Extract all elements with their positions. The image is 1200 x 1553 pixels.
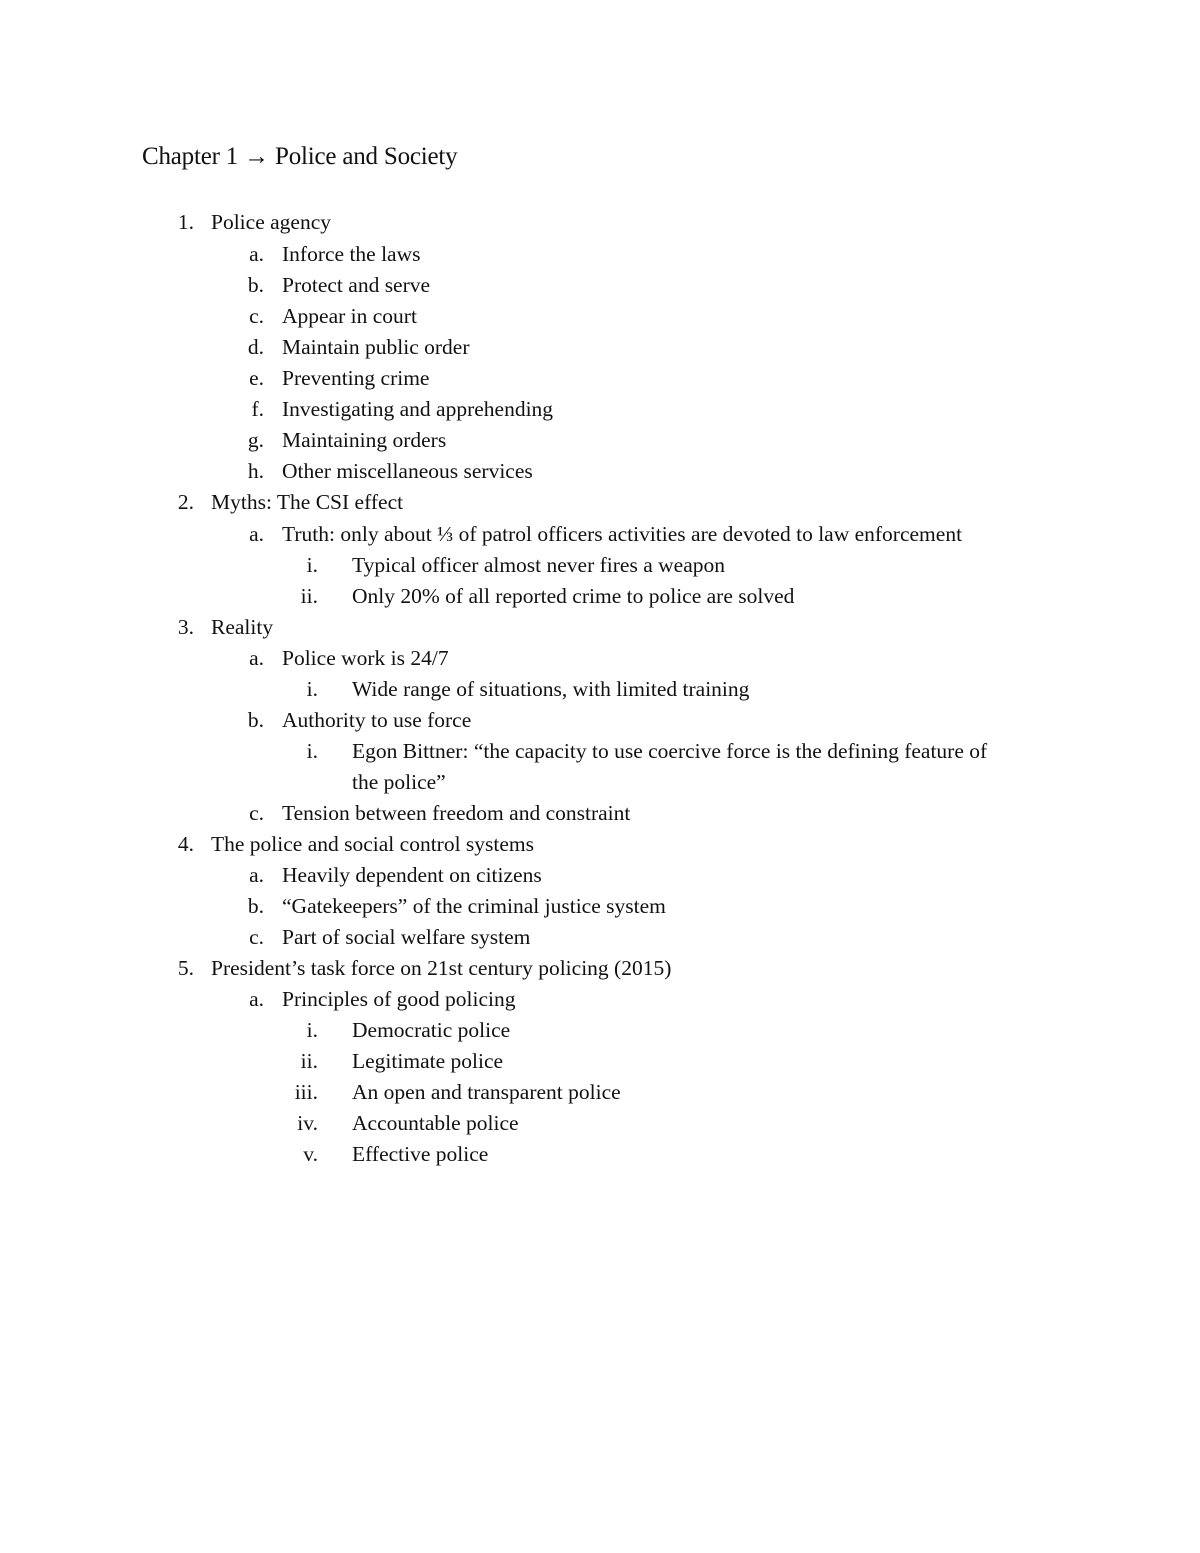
list-item-text: Truth: only about ⅓ of patrol officers activities are devoted to law enforcement <box>282 522 963 546</box>
list-item-text: Typical officer almost never fires a weapon <box>352 553 725 577</box>
list-marker: 3. <box>177 615 194 639</box>
list-marker: e. <box>249 366 264 390</box>
list-item-text: An open and transparent police <box>352 1080 621 1104</box>
list-marker: a. <box>249 987 264 1011</box>
list-marker: 4. <box>177 832 194 856</box>
list-marker: b. <box>247 273 264 297</box>
list-item-text: Inforce the laws <box>282 242 421 266</box>
list-item-text: Other miscellaneous services <box>282 459 533 483</box>
list-item-text: Police work is 24/7 <box>282 646 449 670</box>
list-marker: b. <box>247 894 264 918</box>
list-marker: iii. <box>294 1080 318 1104</box>
list-item-text: Wide range of situations, with limited training <box>352 677 750 701</box>
list-item-text: Effective police <box>352 1142 489 1166</box>
list-item-text: Principles of good policing <box>282 987 516 1011</box>
list-marker: v. <box>303 1142 318 1166</box>
list-item-text: Democratic police <box>352 1018 511 1042</box>
list-item-text: Maintain public order <box>282 335 470 359</box>
list-item-text: the police” <box>352 770 446 794</box>
list-item-text: Part of social welfare system <box>282 925 531 949</box>
list-item-text: The police and social control systems <box>211 832 535 856</box>
list-marker: a. <box>249 522 264 546</box>
list-marker: f. <box>251 397 264 421</box>
list-marker: ii. <box>300 1049 318 1073</box>
list-marker: 5. <box>177 956 194 980</box>
list-marker: i. <box>306 739 318 763</box>
list-marker: g. <box>247 428 264 452</box>
list-marker: a. <box>249 242 264 266</box>
list-item-text: Myths: The CSI effect <box>211 490 404 514</box>
list-marker: d. <box>247 335 264 359</box>
list-item-text: Accountable police <box>352 1111 519 1135</box>
list-marker: i. <box>306 677 318 701</box>
list-item-text: Protect and serve <box>282 273 431 297</box>
list-item-text: Legitimate police <box>352 1049 504 1073</box>
list-marker: b. <box>247 708 264 732</box>
list-item-text: President’s task force on 21st century policing (2015) <box>211 956 672 980</box>
list-marker: c. <box>249 925 264 949</box>
list-item-text: Egon Bittner: “the capacity to use coercive force is the defining feature of <box>352 739 988 763</box>
list-marker: 1. <box>177 210 194 234</box>
list-marker: i. <box>306 553 318 577</box>
list-marker: a. <box>249 646 264 670</box>
list-marker: c. <box>249 304 264 328</box>
list-item-text: Heavily dependent on citizens <box>282 863 542 887</box>
list-marker: a. <box>249 863 264 887</box>
list-item-text: “Gatekeepers” of the criminal justice system <box>282 894 666 918</box>
page-title: Chapter 1 → Police and Society <box>142 143 458 170</box>
list-item-text: Preventing crime <box>282 366 430 390</box>
list-marker: i. <box>306 1018 318 1042</box>
list-item-text: Police agency <box>211 210 331 234</box>
list-item-text: Investigating and apprehending <box>282 397 554 421</box>
list-marker: ii. <box>300 584 318 608</box>
list-item-text: Reality <box>211 615 274 639</box>
list-marker: h. <box>247 459 264 483</box>
list-item-text: Authority to use force <box>282 708 472 732</box>
list-item-text: Maintaining orders <box>282 428 447 452</box>
list-marker: iv. <box>297 1111 318 1135</box>
list-item-text: Appear in court <box>282 304 417 328</box>
list-marker: c. <box>249 801 264 825</box>
list-item-text: Tension between freedom and constraint <box>282 801 631 825</box>
list-item-text: Only 20% of all reported crime to police are solved <box>352 584 795 608</box>
list-marker: 2. <box>177 490 194 514</box>
